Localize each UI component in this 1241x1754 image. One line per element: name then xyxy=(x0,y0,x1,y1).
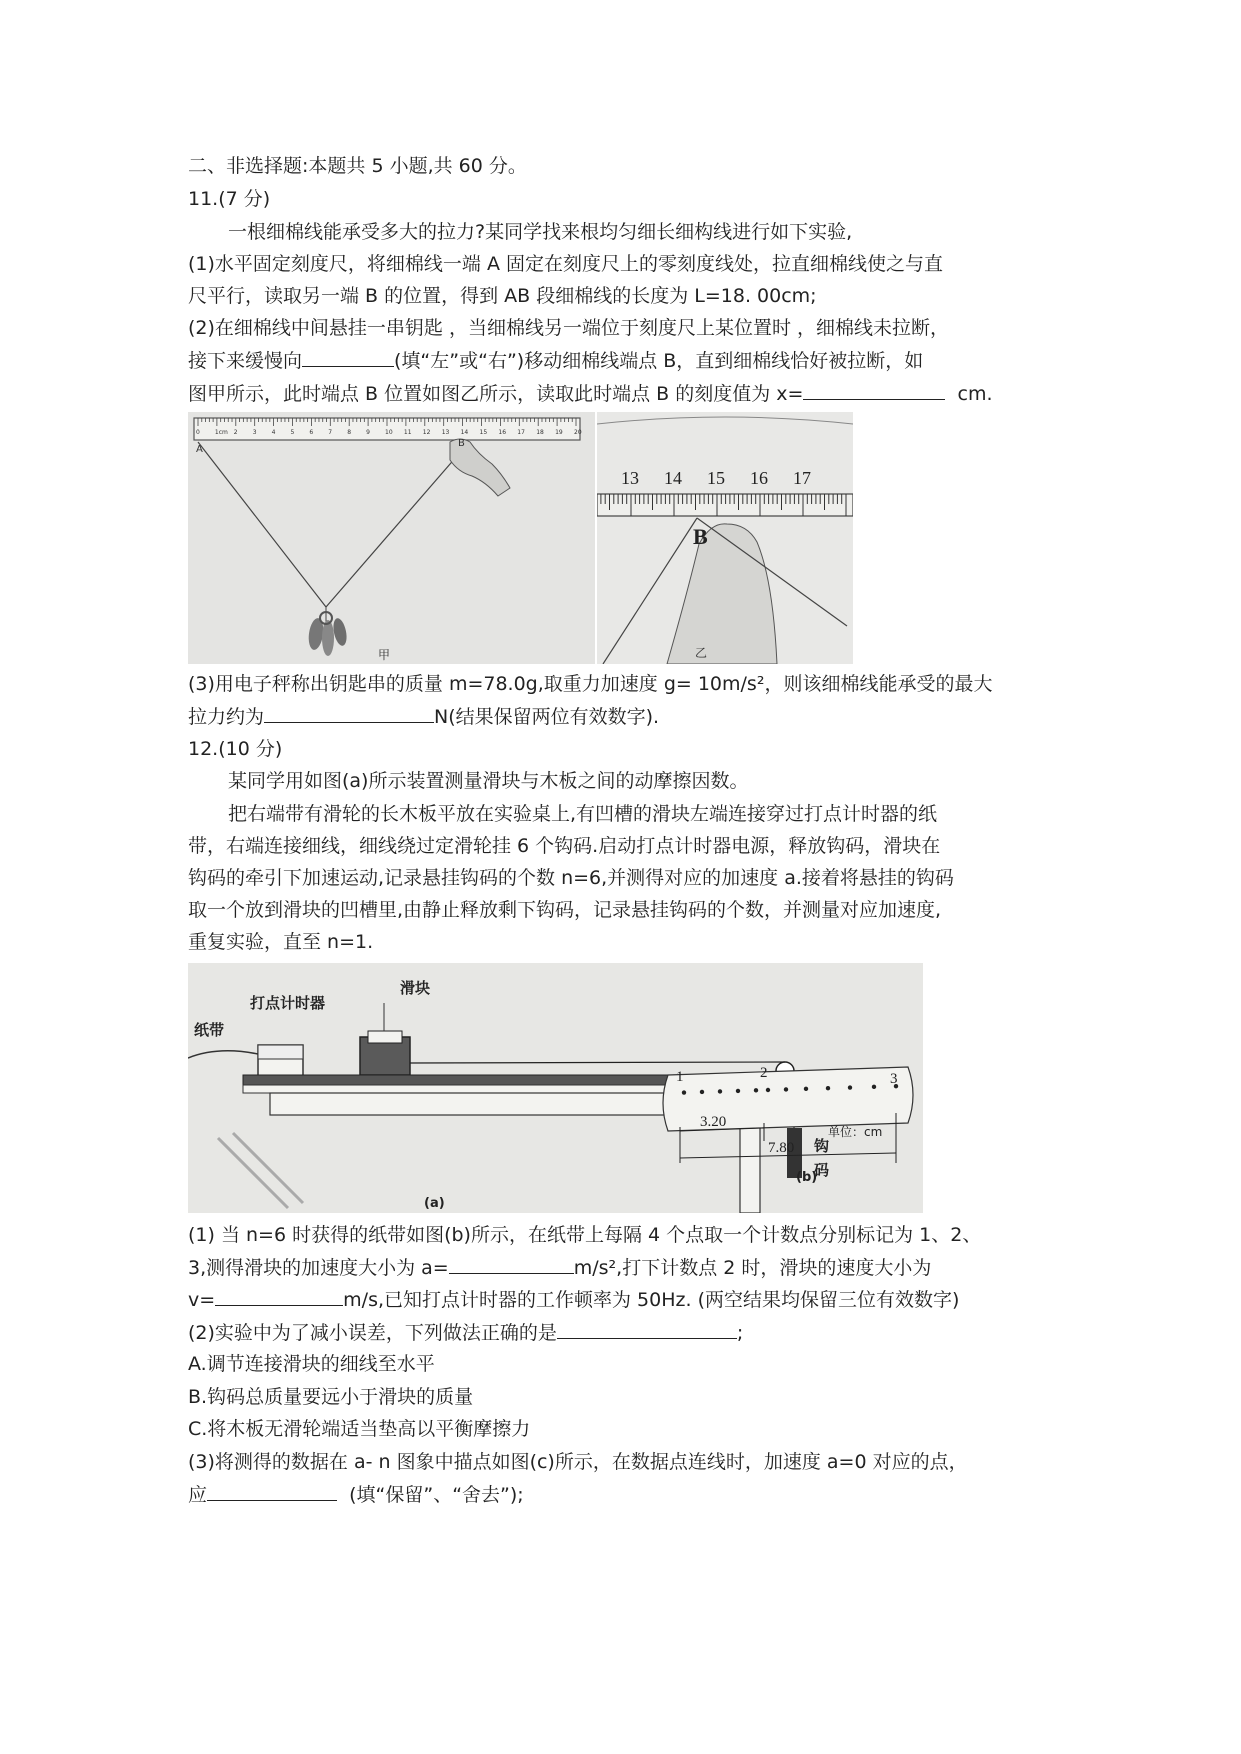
ruler-tick-label: 13 xyxy=(441,429,450,436)
ruler-tick-label: 7 xyxy=(328,429,333,436)
fig-b-caption: (b) xyxy=(796,1170,818,1185)
q11-part2-text-c: 图甲所示，此时端点 B 位置如图乙所示，读取此时端点 B 的刻度值为 x= xyxy=(188,383,804,405)
q12-part1-line3 xyxy=(188,1283,959,1316)
q11-part2-unit: cm. xyxy=(957,383,993,405)
ruler-tick-label: 19 xyxy=(555,429,563,436)
q11-part3-text-b: N(结果保留两位有效数字). xyxy=(434,706,660,728)
direction-answer-blank[interactable] xyxy=(302,344,394,367)
ruler-tick-label: 15 xyxy=(479,429,488,436)
tape-dot xyxy=(682,1090,686,1094)
q11-part3-line1: (3)用电子秤称出钥匙串的质量 m=78.0g,取重力加速度 g= 10m/s²，则该细棉线能承受的最大 xyxy=(188,673,993,695)
jia-label-b: B xyxy=(458,438,465,449)
q12-title: 12.(10 分) xyxy=(188,738,283,760)
q12-part3-text-a: 应 xyxy=(188,1484,208,1506)
tape-dot xyxy=(804,1087,808,1091)
tape-dot xyxy=(872,1085,876,1089)
ruler-tick-label: 11 xyxy=(403,429,412,436)
ruler-tick-label: 8 xyxy=(347,429,352,436)
q12-part3-line2 xyxy=(188,1478,524,1511)
slider-label: 滑块 xyxy=(400,979,431,997)
q12-part1-text-a: 3,测得滑块的加速度大小为 a= xyxy=(188,1257,449,1279)
jia-label-a: A xyxy=(196,444,203,455)
q12-procedure-line2: 带，右端连接细线，细线绕过定滑轮挂 6 个钩码.启动打点计时器电源，释放钩码，滑块在 xyxy=(188,835,941,857)
q12-procedure-line4: 取一个放到滑块的凹槽里,由静止释放剩下钩码，记录悬挂钩码的个数，并测量对应加速度, xyxy=(188,899,942,921)
ruler-tick-label: 0 xyxy=(196,429,200,436)
tape-dot xyxy=(736,1089,740,1093)
ruler-tick-label: 17 xyxy=(517,429,525,436)
q11-part2-line3 xyxy=(188,377,993,410)
tape-dot xyxy=(826,1086,830,1090)
ruler-tick-label: 14 xyxy=(664,468,682,488)
hook-weight-label-1: 钩 xyxy=(814,1137,830,1155)
yi-caption: 乙 xyxy=(695,646,708,660)
q11-part3-line2 xyxy=(188,700,659,733)
ruler-tick-label: 17 xyxy=(793,468,811,488)
q12-part1-text-b: m/s²,打下计数点 2 时，滑块的速度大小为 xyxy=(573,1257,932,1279)
tape-point-2: 2 xyxy=(760,1065,768,1081)
ruler-tick-label: 12 xyxy=(422,429,431,436)
ruler-tick-label: 1cm xyxy=(214,429,228,436)
ruler-tick-label: 6 xyxy=(309,429,314,436)
ruler-tick-label: 13 xyxy=(621,468,639,488)
tape-point-3: 3 xyxy=(890,1071,898,1087)
tape-unit: 单位：cm xyxy=(828,1125,883,1139)
figure-yi xyxy=(597,412,853,664)
tape-dot xyxy=(754,1088,758,1092)
tape-dot xyxy=(766,1088,770,1092)
q11-part2-text-a: 接下来缓慢向 xyxy=(188,350,303,372)
q12-part2-end: ; xyxy=(736,1322,744,1344)
ruler-tick-label: 20 xyxy=(574,429,582,436)
x-value-answer-blank[interactable] xyxy=(803,377,945,400)
tape-dot xyxy=(700,1090,704,1094)
q11-part2-line1: (2)在细棉线中间悬挂一串钥匙 ，当细棉线另一端位于刻度尺上某位置时 ，细棉线未拉断， xyxy=(188,317,949,339)
ruler-tick-label: 15 xyxy=(707,468,725,488)
choice-answer-blank[interactable] xyxy=(557,1316,737,1339)
ruler-tick-label: 5 xyxy=(290,429,295,436)
q12-procedure-line3: 钩码的牵引下加速运动,记录悬挂钩码的个数 n=6,并测得对应的加速度 a.接着将悬挂的钩码 xyxy=(188,867,954,889)
jia-caption: 甲 xyxy=(378,648,391,662)
q12-procedure-line5: 重复实验，直至 n=1. xyxy=(188,931,374,953)
ruler-tick-label: 4 xyxy=(271,429,276,436)
q12-part3-text-b: (填“保留”、“舍去”); xyxy=(349,1484,524,1506)
ruler-tick-label: 14 xyxy=(460,429,469,436)
section-header: 二、非选择题:本题共 5 小题,共 60 分。 xyxy=(188,155,527,177)
ruler-tick-label: 2 xyxy=(233,429,238,436)
q12-part1-text-c: v= xyxy=(188,1289,216,1311)
q12-part1-line2 xyxy=(188,1251,931,1284)
option-c: C.将木板无滑轮端适当垫高以平衡摩擦力 xyxy=(188,1418,531,1440)
ruler-tick-label: 9 xyxy=(366,429,370,436)
distance-1-2: 3.20 xyxy=(700,1114,727,1130)
q12-part1-text-d: m/s,已知打点计时器的工作顿率为 50Hz. (两空结果均保留三位有效数字) xyxy=(343,1289,960,1311)
tape-dot xyxy=(784,1087,788,1091)
hook-weight-label-2: 码 xyxy=(814,1161,830,1179)
ruler-tick-label: 18 xyxy=(536,429,544,436)
q12-part2-line xyxy=(188,1316,743,1349)
q12-intro: 某同学用如图(a)所示装置测量滑块与木板之间的动摩擦因数。 xyxy=(228,770,749,792)
yi-label-b: B xyxy=(693,524,708,549)
q12-procedure-line1: 把右端带有滑轮的长木板平放在实验桌上,有凹槽的滑块左端连接穿过打点计时器的纸 xyxy=(228,803,938,825)
max-tension-answer-blank[interactable] xyxy=(264,700,434,723)
ruler-tick-label: 16 xyxy=(750,468,768,488)
q11-part2-line2 xyxy=(188,344,923,377)
fig-a-caption: (a) xyxy=(424,1196,445,1211)
acceleration-answer-blank[interactable] xyxy=(449,1251,574,1274)
figure-apparatus xyxy=(188,963,923,1213)
q11-title: 11.(7 分) xyxy=(188,188,271,210)
keep-or-discard-answer-blank[interactable] xyxy=(207,1478,337,1501)
option-a: A.调节连接滑块的细线至水平 xyxy=(188,1353,435,1375)
velocity-answer-blank[interactable] xyxy=(215,1283,343,1306)
q12-part1-line1: (1) 当 n=6 时获得的纸带如图(b)所示，在纸带上每隔 4 个点取一个计数点分别标记为 1、2、 xyxy=(188,1224,982,1246)
tape-point-1: 1 xyxy=(676,1069,684,1085)
q11-part3-text-a: 拉力约为 xyxy=(188,706,265,728)
ruler-tick-label: 3 xyxy=(252,429,257,436)
tape-dot xyxy=(848,1085,852,1089)
figure-jia xyxy=(188,412,595,664)
q11-part2-text-b: (填“左”或“右”)移动细棉线端点 B，直到细棉线恰好被拉断，如 xyxy=(394,350,924,372)
tape-label: 纸带 xyxy=(194,1021,225,1039)
tape-dot xyxy=(718,1089,722,1093)
ruler-tick-label: 16 xyxy=(498,429,507,436)
distance-1-3: 7.80 xyxy=(768,1140,795,1156)
q11-part1-line1: (1)水平固定刻度尺，将细棉线一端 A 固定在刻度尺上的零刻度线处，拉直细棉线使之与直 xyxy=(188,253,943,275)
q12-part3-line1: (3)将测得的数据在 a- n 图象中描点如图(c)所示，在数据点连线时，加速度 a=0 对应的点， xyxy=(188,1451,968,1473)
q12-part2-text: (2)实验中为了减小误差，下列做法正确的是 xyxy=(188,1322,557,1344)
ruler-tick-label: 10 xyxy=(385,429,393,436)
q11-part1-line2: 尺平行，读取另一端 B 的位置，得到 AB 段细棉线的长度为 L=18. 00cm; xyxy=(188,285,817,307)
q11-intro: 一根细棉线能承受多大的拉力?某同学找来根均匀细长细构线进行如下实验, xyxy=(228,221,853,243)
timer-label: 打点计时器 xyxy=(250,994,326,1012)
option-b: B.钩码总质量要远小于滑块的质量 xyxy=(188,1386,474,1408)
